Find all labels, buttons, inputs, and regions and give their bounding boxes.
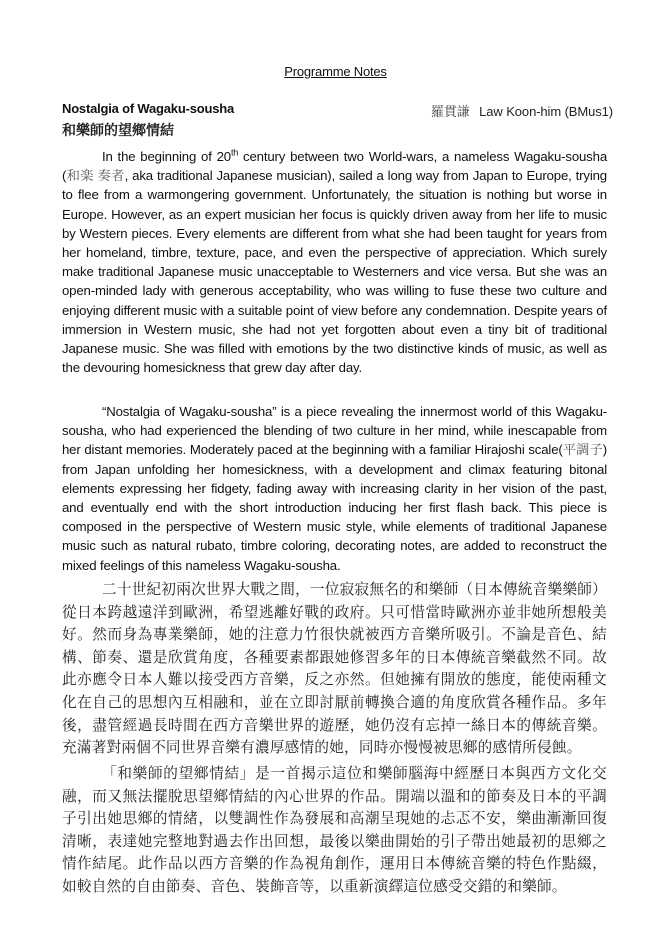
text-run: century between two World-wars, a nameless Wagaku-sousha ( [62,149,607,184]
japanese-term: 平調子 [562,442,603,458]
composer-name-chinese: 羅貫謙 [430,105,470,120]
composer-name-english: Law Koon-him (BMus1) [479,104,613,119]
english-paragraph-2 [62,402,607,575]
chinese-paragraph-2: 「和樂師的望鄉情結」是一首揭示這位和樂師腦海中經歷日本與西方文化交融，而又無法擺脫思望鄉情結的內心世界的作品。開端以溫和的節奏及日本的平調子引出她思鄉的情緒，以雙調性作為發展和高潮呈現她的忐忑不安，樂曲漸漸回復清晰，表達她完整地對過去作出回想，最後以樂曲開始的引子帶出她最初的思鄉之情作結尾。此作品以西方音樂的作為視角創作，運用日本傳統音樂的特色作點綴，如較自然的自由節奏、音色、裝飾音等，以重新演繹這位感受交錯的和樂師。 [62,765,607,895]
text-run: , aka traditional Japanese musician), sailed a long way from Japan to Europe, trying to flee from a warmongering government. Unfortunately, the situation is nothing but worse in Europe. However, as an expert musician her focus is quickly driven away from her life to music by Western pieces. Every elements are different from what she had been taught for years from her homeland, timbre, texture, pace, and even the perspective of appreciation. Which surely make traditional Japanese music unacceptable to Westerners and vice versa. But she was an open-minded lady with generous acceptability, who was willing to fuse these two culture and enjoying different music with a suitable point of view before any condemnation. Despite years of immersion in Western music, she had not yet forgotten about even a tiny bit of traditional Japanese music. She was filled with emotions by the two distinctive kinds of music, as well as the devouring homesickness that grew day after day. [62,168,607,376]
composer-credit [431,101,613,120]
chinese-paragraph-1: 二十世紀初兩次世界大戰之間，一位寂寂無名的和樂師（日本傳統音樂樂師）從日本跨越遠洋到歐洲，希望逃離好戰的政府。只可惜當時歐洲亦並非她所想般美好。然而身為專業樂師，她的注意力竹很快就被西方音樂所吸引。不論是音色、結構、節奏、還是欣賞角度，各種要素都跟她修習多年的日本傳統音樂截然不同。故此亦應令日本人難以接受西方音樂，反之亦然。但她擁有開放的態度，能使兩種文化在自己的思想內互相融和，並在立即討厭前轉換合適的角度欣賞各種作品。多年後，盡管經過長時間在西方音樂世界的遊歷，她仍沒有忘掉一絲日本的傳統音樂。充滿著對兩個不同世界音樂有濃厚感情的她，同時亦慢慢被思鄉的感情所侵蝕。 [62,581,607,757]
piece-title-chinese: 和樂師的望鄉情結 [62,123,174,139]
superscript: th [230,147,239,158]
text-run: “Nostalgia of Wagaku-sousha” is a piece revealing the innermost world of this Wagaku-sousha, who had experienced the blending of two culture in her mind, while inescapable from her distant memories. Moderately paced at the beginning with a familiar Hirajoshi scale( [62,404,607,458]
japanese-term: 和楽 奏者 [66,168,125,184]
english-paragraph-1 [62,147,607,377]
piece-title-english: Nostalgia of Wagaku-sousha [62,101,235,116]
text-run: In the beginning of 20 [102,149,231,164]
page-title: Programme Notes [284,64,387,79]
text-run: ) from Japan unfolding her homesickness, with a development and climax featuring bitonal elements expressing her fidgety, fading away with increasing clarity in her vision of the past, and eventually end with the short introduction inducing her first flash back. This piece is composed in the perspective of Western music style, while elements of traditional Japanese music such as natural rubato, timbre coloring, decorating notes, are added to reconstruct the mixed feelings of this nameless Wagaku-sousha. [62,442,607,573]
